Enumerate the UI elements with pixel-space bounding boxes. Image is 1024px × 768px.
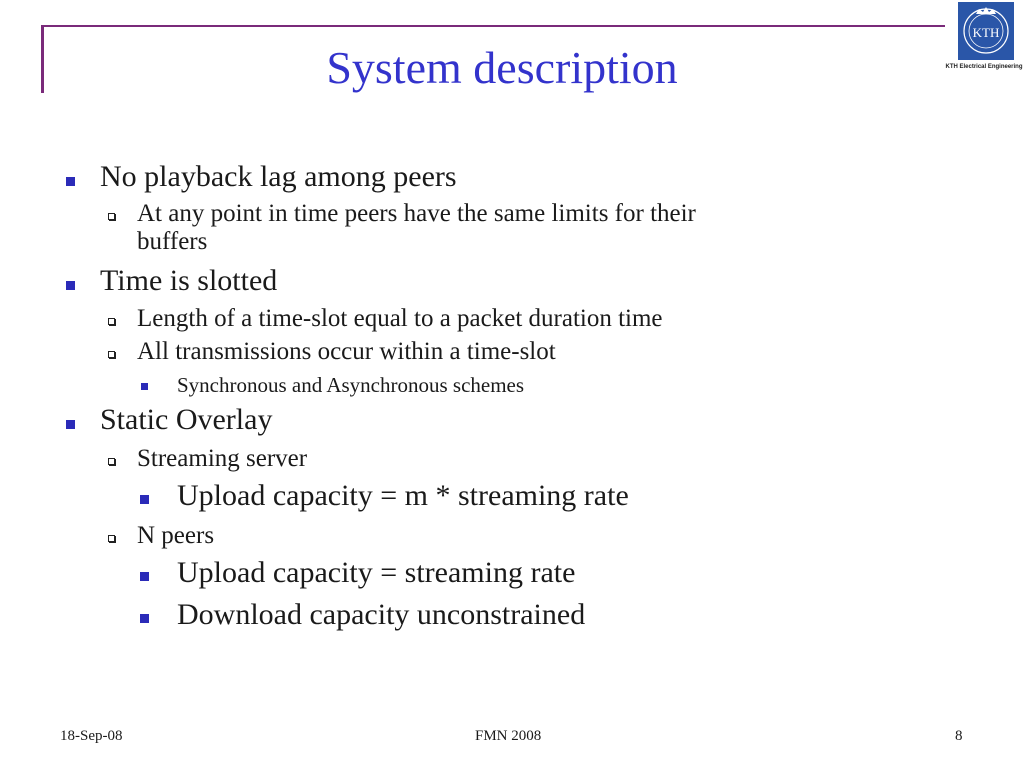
bullet-square-icon: [140, 495, 149, 504]
bullet-square-icon: [140, 614, 149, 623]
logo-caption: KTH Electrical Engineering: [945, 64, 1023, 70]
logo-text: KTH: [972, 25, 1000, 40]
bullet-hollow-square-icon: [108, 535, 115, 542]
bullet-level2: At any point in time peers have the same limits for their: [137, 200, 696, 227]
bullet-square-icon: [66, 281, 75, 290]
bullet-square-icon: [66, 177, 75, 186]
bullet-square-icon: [140, 572, 149, 581]
title-accent-horizontal-line: [41, 25, 945, 27]
bullet-level1: Time is slotted: [100, 264, 278, 297]
bullet-hollow-square-icon: [108, 213, 115, 220]
bullet-square-icon: [141, 383, 148, 390]
footer-event: FMN 2008: [475, 728, 542, 744]
bullet-level3: Synchronous and Asynchronous schemes: [177, 373, 525, 397]
bullet-level3: Upload capacity = m * streaming rate: [177, 479, 629, 512]
bullet-level3: Upload capacity = streaming rate: [177, 556, 576, 589]
slide-title: System description: [326, 42, 678, 93]
bullet-hollow-square-icon: [108, 318, 115, 325]
bullet-level1: No playback lag among peers: [100, 160, 457, 193]
bullet-level2: Length of a time-slot equal to a packet duration time: [137, 305, 663, 332]
footer-date: 18-Sep-08: [60, 728, 123, 744]
bullet-level3: Download capacity unconstrained: [177, 598, 586, 631]
bullet-level2-continuation: buffers: [137, 228, 208, 255]
bullet-hollow-square-icon: [108, 351, 115, 358]
bullet-hollow-square-icon: [108, 458, 115, 465]
bullet-level1: Static Overlay: [100, 403, 273, 436]
bullet-level2: Streaming server: [137, 445, 308, 472]
bullet-level2: N peers: [137, 522, 215, 549]
bullet-level2: All transmissions occur within a time-slot: [137, 338, 556, 365]
bullet-square-icon: [66, 420, 75, 429]
footer-page-number: 8: [955, 728, 963, 744]
